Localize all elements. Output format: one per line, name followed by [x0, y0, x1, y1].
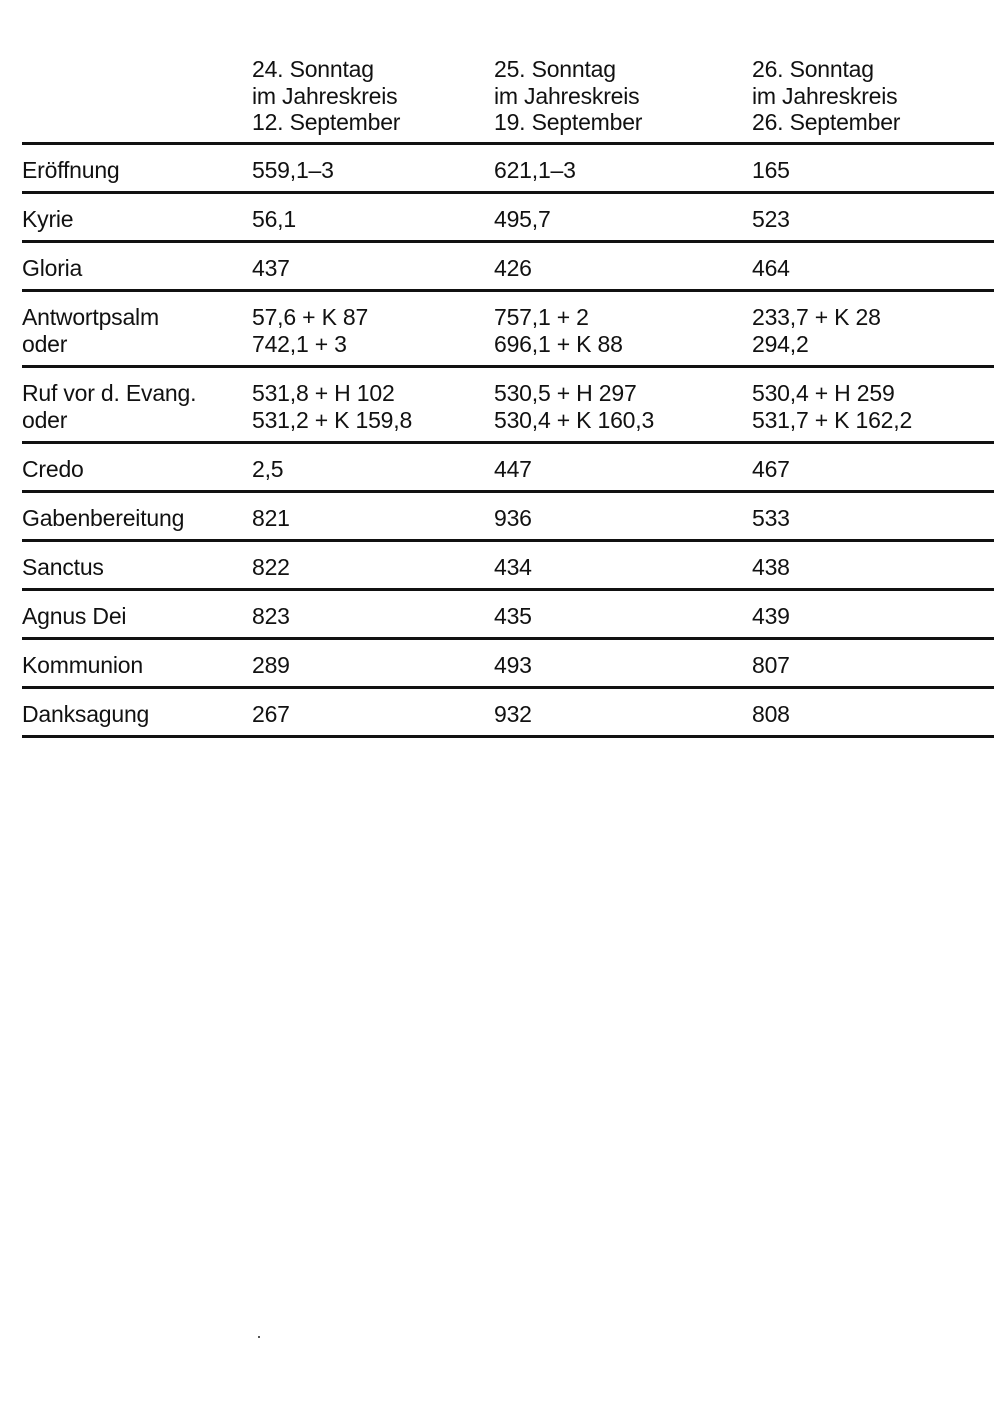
cell-sunday-24: 823 — [252, 603, 290, 629]
row-label: Credo — [22, 456, 84, 482]
header-subtitle: im Jahreskreis — [752, 82, 898, 109]
cell-value-alt: 531,2 + K 159,8 — [252, 406, 413, 433]
cell-sunday-25: 936 — [494, 505, 532, 531]
cell-sunday-25 — [494, 368, 752, 441]
cell-sunday-24: 56,1 — [252, 206, 296, 232]
cell-value-alt: 530,4 + K 160,3 — [494, 406, 655, 433]
header-date: 19. September — [494, 109, 643, 135]
cell-sunday-26: 807 — [752, 652, 790, 678]
cell-sunday-24 — [252, 292, 494, 365]
cell-sunday-26 — [752, 368, 994, 441]
table-header — [22, 56, 994, 145]
row-label — [22, 292, 252, 365]
cell-value: 757,1 + 2 — [494, 304, 589, 330]
cell-sunday-25: 493 — [494, 652, 532, 678]
cell-sunday-25: 932 — [494, 701, 532, 727]
cell-value-alt: 742,1 + 3 — [252, 330, 347, 357]
cell-sunday-25: 426 — [494, 255, 532, 281]
cell-sunday-26: 438 — [752, 554, 790, 580]
table-row — [22, 145, 994, 194]
cell-sunday-26: 165 — [752, 157, 790, 183]
cell-sunday-26: 464 — [752, 255, 790, 281]
cell-sunday-26: 467 — [752, 456, 790, 482]
cell-sunday-24: 2,5 — [252, 456, 284, 482]
header-title: 25. Sonntag — [494, 56, 616, 82]
scan-speck — [258, 1336, 260, 1338]
cell-value: 233,7 + K 28 — [752, 304, 881, 330]
cell-value: 530,4 + H 259 — [752, 380, 895, 406]
row-label — [22, 368, 252, 441]
hymn-table — [22, 56, 994, 738]
cell-sunday-26: 808 — [752, 701, 790, 727]
cell-value: 531,8 + H 102 — [252, 380, 395, 406]
table-row — [22, 591, 994, 640]
cell-value-alt: 696,1 + K 88 — [494, 330, 623, 357]
header-title: 24. Sonntag — [252, 56, 374, 82]
cell-sunday-24: 289 — [252, 652, 290, 678]
header-subtitle: im Jahreskreis — [252, 82, 398, 109]
table-row — [22, 493, 994, 542]
header-sunday-25 — [494, 56, 752, 142]
cell-sunday-25: 495,7 — [494, 206, 551, 232]
table-row — [22, 640, 994, 689]
table-row — [22, 689, 994, 738]
header-subtitle: im Jahreskreis — [494, 82, 640, 109]
cell-sunday-25 — [494, 292, 752, 365]
table-row — [22, 194, 994, 243]
header-date: 12. September — [252, 109, 401, 135]
row-label: Sanctus — [22, 554, 104, 580]
header-sunday-24 — [252, 56, 494, 142]
table-row — [22, 542, 994, 591]
table-row — [22, 368, 994, 444]
table-row — [22, 292, 994, 368]
row-label: Gloria — [22, 255, 83, 281]
row-label: Gabenbereitung — [22, 505, 185, 531]
cell-sunday-26: 533 — [752, 505, 790, 531]
cell-sunday-25: 447 — [494, 456, 532, 482]
row-label: Kyrie — [22, 206, 74, 232]
cell-sunday-24: 559,1–3 — [252, 157, 334, 183]
header-empty-cell — [22, 56, 252, 142]
row-label-main: Ruf vor d. Evang. — [22, 380, 197, 406]
row-label: Agnus Dei — [22, 603, 127, 629]
header-date: 26. September — [752, 109, 901, 135]
table-row — [22, 444, 994, 493]
cell-sunday-24 — [252, 368, 494, 441]
row-label-main: Antwortpsalm — [22, 304, 159, 330]
row-label-alt: oder — [22, 406, 68, 433]
cell-sunday-24: 822 — [252, 554, 290, 580]
row-label: Eröffnung — [22, 157, 120, 183]
cell-sunday-25: 435 — [494, 603, 532, 629]
row-label-alt: oder — [22, 330, 68, 357]
table-row — [22, 243, 994, 292]
row-label: Danksagung — [22, 701, 150, 727]
cell-sunday-25: 621,1–3 — [494, 157, 576, 183]
cell-value-alt: 531,7 + K 162,2 — [752, 406, 913, 433]
cell-value-alt: 294,2 — [752, 330, 809, 357]
cell-sunday-25: 434 — [494, 554, 532, 580]
cell-sunday-24: 437 — [252, 255, 290, 281]
header-sunday-26 — [752, 56, 994, 142]
cell-sunday-26: 523 — [752, 206, 790, 232]
header-title: 26. Sonntag — [752, 56, 874, 82]
cell-sunday-26 — [752, 292, 994, 365]
row-label: Kommunion — [22, 652, 143, 678]
cell-sunday-26: 439 — [752, 603, 790, 629]
cell-sunday-24: 267 — [252, 701, 290, 727]
cell-sunday-24: 821 — [252, 505, 290, 531]
cell-value: 530,5 + H 297 — [494, 380, 637, 406]
cell-value: 57,6 + K 87 — [252, 304, 369, 330]
